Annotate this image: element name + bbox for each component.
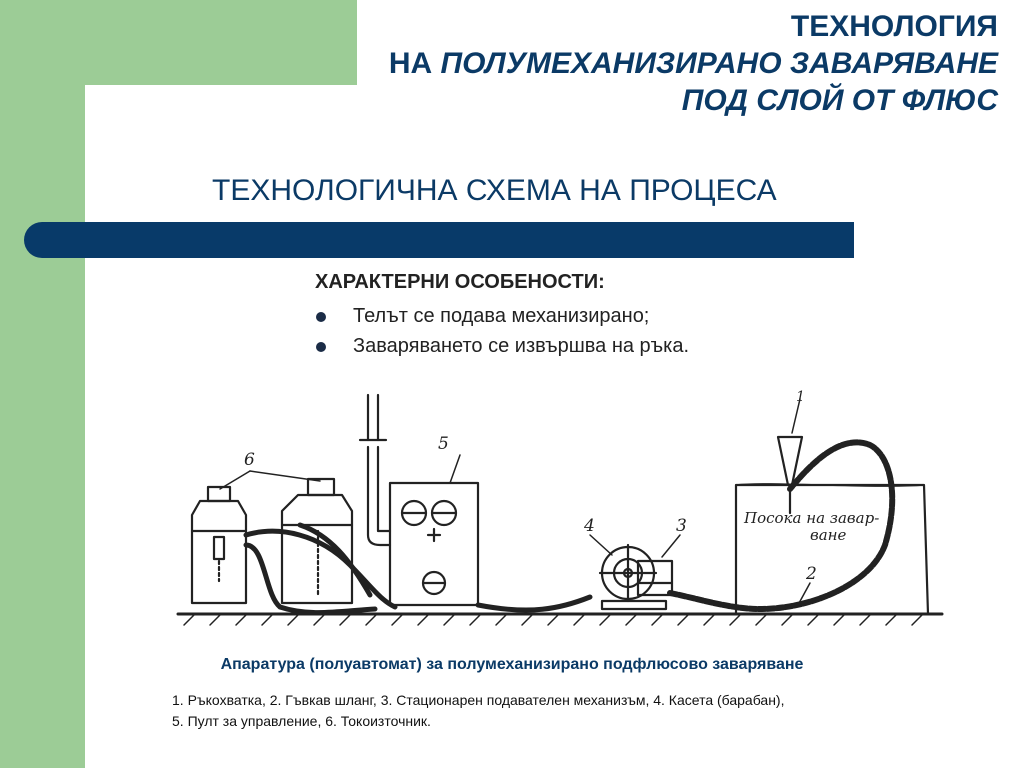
title-line-2-prefix: НА	[388, 47, 441, 80]
label-6-leader-b	[250, 471, 320, 481]
diagram-caption: Апаратура (полуавтомат) за полумеханизирано подфлюсово заваряване	[220, 656, 804, 673]
label-5: 5	[438, 434, 449, 454]
top-green-band	[85, 0, 357, 85]
welding-handle	[778, 399, 802, 513]
left-green-band	[0, 0, 85, 768]
label-3: 3	[676, 516, 687, 536]
slide-subtitle: ТЕХНОЛОГИЧНА СХЕМА НА ПРОЦЕСА	[212, 174, 777, 207]
diagram-legend	[172, 690, 784, 732]
label-6: 6	[244, 450, 255, 470]
legend-line-2: 5. Пулт за управление, 6. Токоизточник.	[172, 713, 431, 729]
bullet-icon	[316, 342, 326, 352]
bullet-icon	[316, 312, 326, 322]
label-1: 1	[796, 389, 805, 405]
slide-title	[389, 8, 998, 119]
label-2: 2	[806, 564, 817, 584]
wire-feeder	[590, 535, 680, 609]
direction-text-2: ване	[810, 526, 847, 544]
divider-bar	[24, 222, 854, 258]
feature-item	[315, 335, 689, 358]
title-line-1: ТЕХНОЛОГИЯ	[790, 10, 998, 43]
equipment-diagram	[170, 385, 950, 650]
feature-item	[315, 305, 689, 328]
title-line-2-rest: ПОЛУМЕХАНИЗИРАНО ЗАВАРЯВАНЕ	[440, 47, 998, 80]
feed-hose	[478, 597, 590, 610]
title-line-3: ПОД СЛОЙ ОТ ФЛЮС	[681, 84, 998, 117]
label-4: 4	[584, 516, 595, 536]
features-list	[315, 271, 689, 365]
label-6-leader-a	[220, 471, 250, 489]
power-cable	[300, 525, 370, 595]
control-panel	[360, 395, 478, 605]
title-line-2	[389, 45, 998, 82]
power-source-left	[192, 487, 246, 603]
direction-text-1: Посока на завар-	[744, 509, 880, 527]
legend-line-1: 1. Ръкохватка, 2. Гъвкав шланг, 3. Стационарен подавателен механизъм, 4. Касета (барабан),	[172, 692, 785, 708]
feature-item-text: Заваряването се извършва на ръка.	[353, 335, 690, 357]
features-heading: ХАРАКТЕРНИ ОСОБЕНОСТИ:	[315, 271, 605, 293]
floor-hatching	[184, 615, 922, 625]
feature-item-text: Телът се подава механизирано;	[353, 305, 650, 327]
